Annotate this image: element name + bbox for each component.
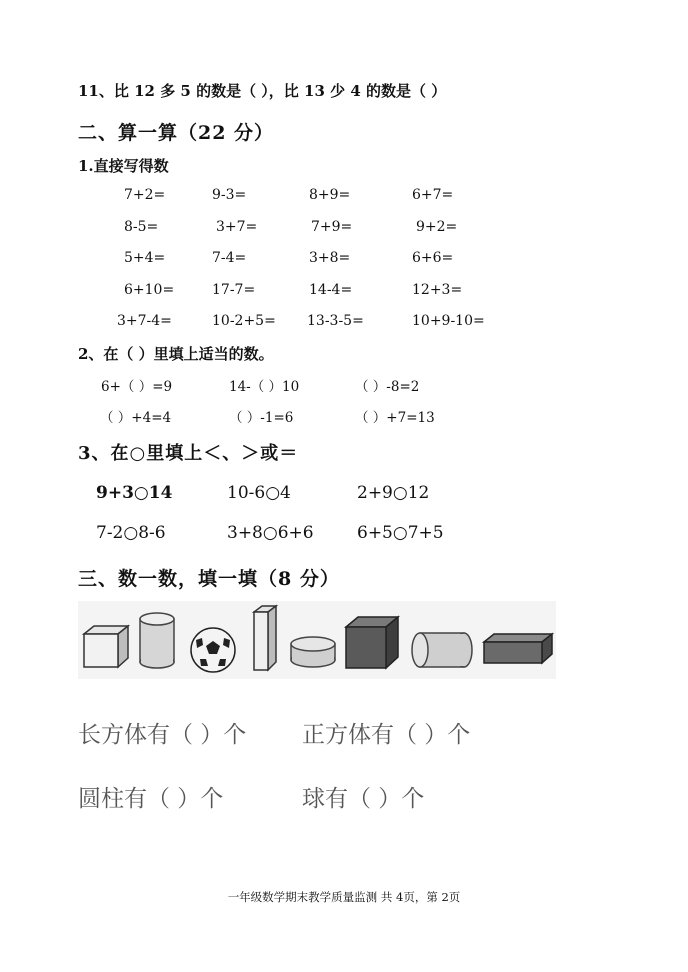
cube-count: 正方体有（ ）个 bbox=[302, 722, 471, 748]
calc-item: 6+6= bbox=[412, 250, 454, 266]
cube-icon bbox=[82, 624, 130, 670]
fill-blank-item: （ ）+4=4 bbox=[100, 410, 172, 426]
calc-item: 10+9-10= bbox=[412, 313, 485, 329]
flat-cylinder-icon bbox=[288, 634, 338, 670]
cylinder-count: 圆柱有（ ）个 bbox=[78, 786, 224, 812]
compare-item: 2+9○12 bbox=[357, 483, 430, 503]
calc-item: 12+3= bbox=[412, 282, 463, 298]
compare-item: 3+8○6+6 bbox=[227, 523, 314, 543]
part-3-title: 3、在○里填上＜、＞或＝ bbox=[78, 443, 299, 464]
fill-blank-item: 6+（ ）=9 bbox=[101, 379, 173, 395]
sphere-count: 球有（ ）个 bbox=[302, 786, 425, 812]
flat-cuboid-icon bbox=[482, 632, 554, 666]
section-2-title: 二、算一算（22 分） bbox=[78, 122, 275, 144]
calc-item: 3+8= bbox=[309, 250, 351, 266]
compare-item: 7-2○8-6 bbox=[96, 523, 166, 543]
calc-item: 10-2+5= bbox=[212, 313, 276, 329]
compare-item: 9+3○14 bbox=[96, 483, 173, 503]
soccer-ball-icon bbox=[188, 626, 238, 674]
cylinder-icon bbox=[137, 612, 177, 670]
calc-item: 7+9= bbox=[311, 219, 353, 235]
fill-blank-item: 14-（ ）10 bbox=[229, 379, 300, 395]
calc-item: 5+4= bbox=[124, 250, 166, 266]
dark-cube-icon bbox=[344, 615, 400, 671]
compare-item: 10-6○4 bbox=[227, 483, 291, 503]
calc-item: 7+2= bbox=[124, 187, 166, 203]
fill-blank-item: （ ）+7=13 bbox=[355, 410, 435, 426]
part-1-title: 1.直接写得数 bbox=[78, 157, 169, 175]
section-3-title: 三、数一数，填一填（8 分） bbox=[78, 568, 340, 590]
calc-item: 8+9= bbox=[309, 187, 351, 203]
cuboid-count: 长方体有（ ）个 bbox=[78, 722, 247, 748]
calc-item: 9-3= bbox=[212, 187, 247, 203]
fill-blank-item: （ ）-1=6 bbox=[229, 410, 294, 426]
calc-item: 17-7= bbox=[212, 282, 256, 298]
calc-item: 3+7= bbox=[216, 219, 258, 235]
calc-item: 3+7-4= bbox=[117, 313, 172, 329]
lying-cylinder-icon bbox=[410, 630, 474, 670]
fill-blank-item: （ ）-8=2 bbox=[355, 379, 420, 395]
compare-item: 6+5○7+5 bbox=[357, 523, 444, 543]
calc-item: 6+10= bbox=[124, 282, 175, 298]
tall-cuboid-icon bbox=[252, 604, 278, 672]
part-2-title: 2、在（ ）里填上适当的数。 bbox=[78, 345, 274, 363]
calc-item: 7-4= bbox=[212, 250, 247, 266]
page-footer: 一年级数学期末教学质量监测 共 4页，第 2页 bbox=[227, 890, 461, 904]
calc-item: 14-4= bbox=[309, 282, 353, 298]
calc-item: 8-5= bbox=[124, 219, 159, 235]
calc-item: 9+2= bbox=[416, 219, 458, 235]
calc-item: 13-3-5= bbox=[307, 313, 364, 329]
calc-item: 6+7= bbox=[412, 187, 454, 203]
question-11: 11、比 12 多 5 的数是（ ），比 13 少 4 的数是（ ） bbox=[78, 82, 447, 100]
